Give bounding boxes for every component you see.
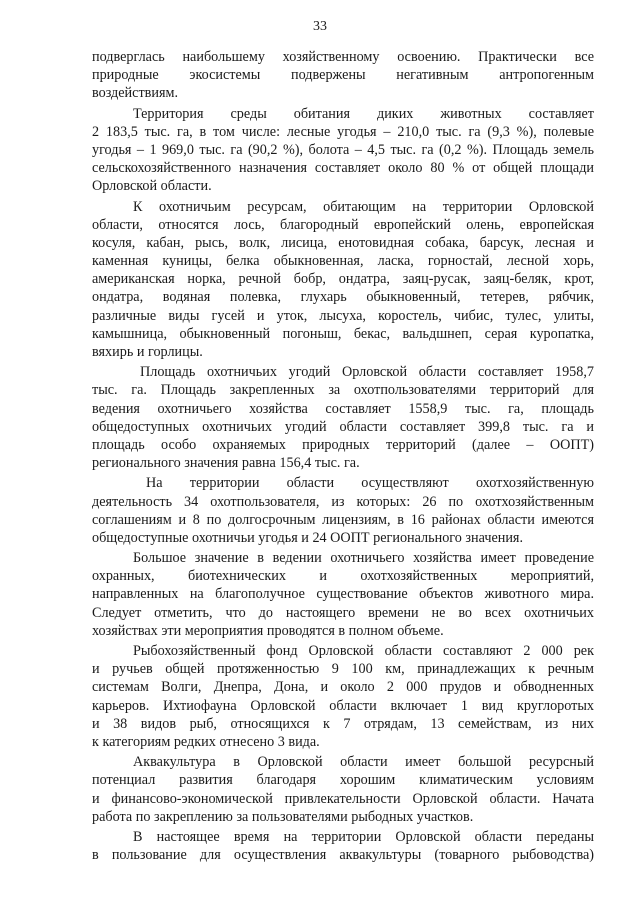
text-line: природные экосистемы подвержены негативным антропогенным xyxy=(92,67,594,84)
text-line: работа по закреплению за пользователями рыбодных участков. xyxy=(92,808,474,825)
text-line: общедоступных охотничьих угодий области составляет 399,8 тыс. га и xyxy=(92,418,594,435)
text-line: к категориям редких отнесено 3 вида. xyxy=(92,733,320,750)
text-line: общедоступные охотничьи угодья и 24 ООПТ регионального значения. xyxy=(92,529,524,546)
paragraph xyxy=(92,549,594,640)
text-line: потенциал развития благодаря хорошим климатическим условиям xyxy=(92,772,594,789)
text-line: К охотничьим ресурсам, обитающим на территории Орловской xyxy=(133,198,594,215)
paragraph xyxy=(92,642,594,751)
text-line: Большое значение в ведении охотничьего хозяйства имеет проведение xyxy=(133,550,594,567)
text-line: вяхирь и горлицы. xyxy=(92,344,203,360)
text-line: Территория среды обитания диких животных составляет xyxy=(133,105,594,122)
text-line: ведения охотничьего хозяйства составляет 1558,9 тыс. га, площадь xyxy=(92,400,594,417)
text-line: Орловской области. xyxy=(92,178,212,195)
text-line: Аквакультура в Орловской области имеет большой ресурсный xyxy=(133,754,594,771)
text-line: сельскохозяйственного назначения составляет около 80 % от общей площади xyxy=(92,160,594,177)
text-line: системам Волги, Днепра, Дона, и около 2 000 прудов и обводненных xyxy=(92,679,594,696)
text-line: в пользование для осуществления аквакультуры (товарного рыбоводства) xyxy=(92,847,594,864)
text-line: угодья – 1 969,0 тыс. га (90,2 %), болота – 4,5 тыс. га (0,2 %). Площадь земель xyxy=(92,141,594,158)
text-line: охранных, биотехнических и охотхозяйственных мероприятий, xyxy=(92,568,594,585)
text-line: и финансово-экономической привлекательности Орловской области. Начата xyxy=(92,790,594,807)
paragraph xyxy=(92,753,594,826)
text-line: различные виды гусей и уток, лысуха, коростель, чибис, тулес, улиты, xyxy=(92,307,594,324)
text-line: деятельность 34 охотпользователя, из которых: 26 по охотхозяйственным xyxy=(92,493,594,510)
text-line: В настоящее время на территории Орловской области переданы xyxy=(133,828,594,845)
paragraph xyxy=(92,48,594,103)
text-line: На территории области осуществляют охотхозяйственную xyxy=(146,475,594,492)
text-line: и ручьев общей протяженностью 9 100 км, принадлежащих к речным xyxy=(92,661,594,678)
paragraph xyxy=(92,363,594,472)
text-line: карьеров. Ихтиофауна Орловской области включает 1 вид круглоротых xyxy=(92,697,594,714)
text-line: площадь особо охраняемых природных территорий (далее – ООПТ) xyxy=(92,436,594,453)
paragraph xyxy=(92,828,594,864)
text-line: каменная куницы, белка обыкновенная, ласка, горностай, лесной хорь, xyxy=(92,253,594,270)
text-line: подверглась наибольшему хозяйственному освоению. Практически все xyxy=(92,49,594,65)
paragraph xyxy=(92,105,594,196)
text-line: Следует отметить, что до настоящего времени не во всех охотничьих xyxy=(92,604,594,621)
text-line: камышница, обыкновенный погоныш, бекас, вальдшнеп, серая куропатка, xyxy=(92,325,594,342)
text-line: тыс. га. Площадь закрепленных за охотпользователями территорий для xyxy=(92,382,594,399)
text-line: воздействиям. xyxy=(92,85,178,102)
text-line: хозяйствах эти мероприятия проводятся в полном объеме. xyxy=(92,622,444,639)
text-line: соглашениям и 8 по долгосрочным лицензиям, в 16 районах области имеются xyxy=(92,511,594,528)
page-number: 33 xyxy=(313,19,327,34)
paragraph xyxy=(92,198,594,362)
text-line: американская норка, речной бобр, ондатра, заяц-русак, заяц-беляк, крот, xyxy=(92,271,594,288)
text-line: и 38 видов рыб, относящихся к 7 отрядам, 13 семействам, из них xyxy=(92,715,594,732)
text-line: Рыбохозяйственный фонд Орловской области составляют 2 000 рек xyxy=(133,643,594,659)
text-line: направленных на благополучное существование объектов животного мира. xyxy=(92,586,594,603)
text-line: регионального значения равна 156,4 тыс. га. xyxy=(92,455,360,472)
text-line: области, относятся лось, благородный европейский олень, европейская xyxy=(92,216,594,233)
text-line: Площадь охотничьих угодий Орловской области составляет 1958,7 xyxy=(140,364,594,381)
text-line: косуля, кабан, рысь, волк, лисица, енотовидная собака, барсук, лесная и xyxy=(92,234,594,251)
document-body xyxy=(92,48,594,864)
text-line: ондатра, водяная полевка, глухарь обыкновенный, тетерев, рябчик, xyxy=(92,289,594,306)
paragraph xyxy=(92,474,594,547)
text-line: 2 183,5 тыс. га, в том числе: лесные угодья – 210,0 тыс. га (9,3 %), полевые xyxy=(92,123,594,140)
